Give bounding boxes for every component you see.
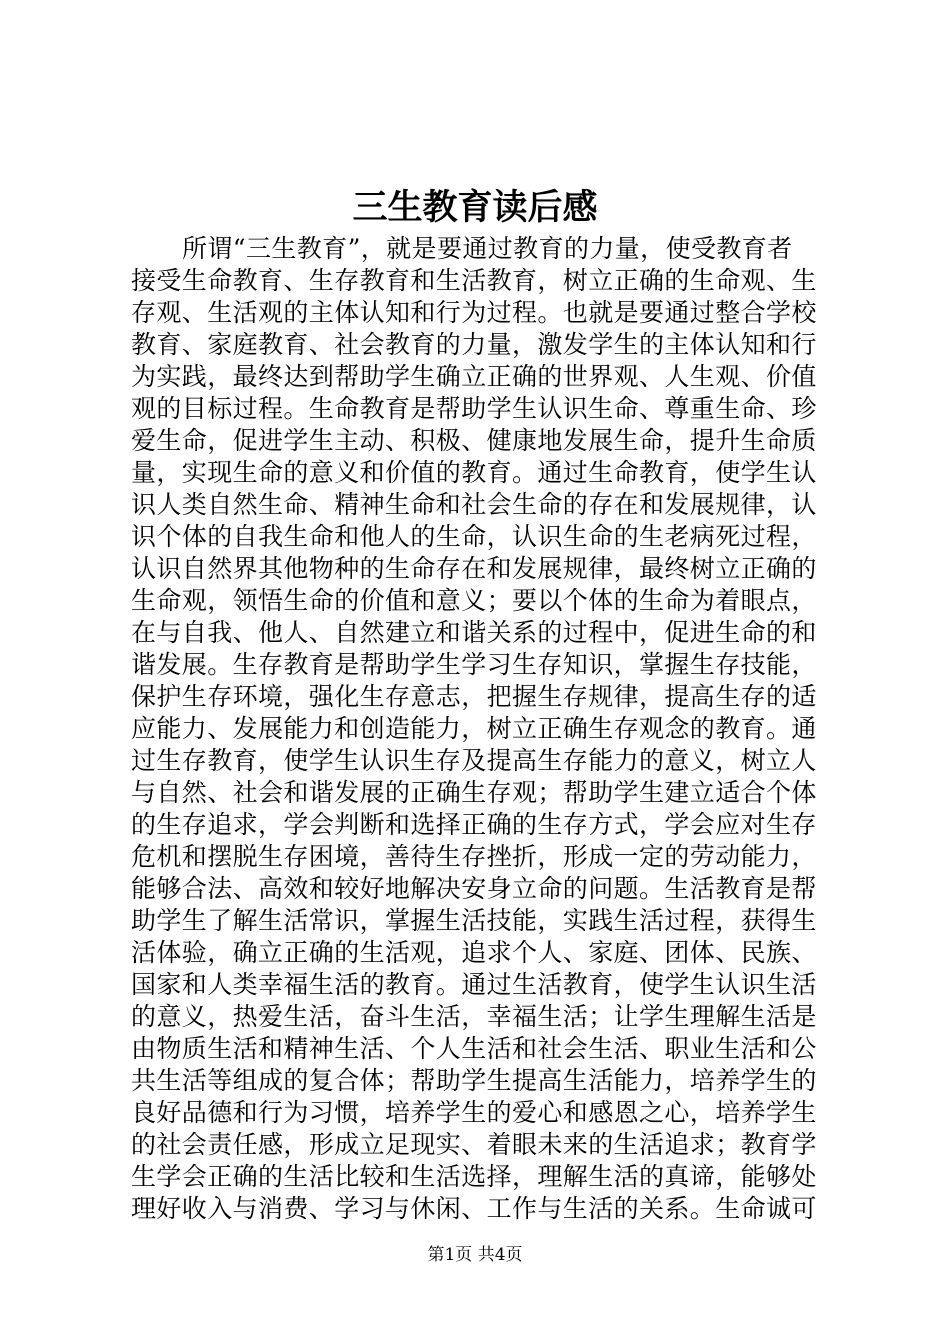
- text-line: 教育、家庭教育、社会教育的力量，激发学生的主体认知和行: [131, 330, 817, 359]
- text-line: 认识自然界其他物种的生命存在和发展规律，最终树立正确的: [131, 554, 817, 583]
- text-line: 保护生存环境，强化生存意志，把握生存规律，提高生存的适: [131, 682, 817, 711]
- page-number: 第1页 共4页: [427, 1245, 523, 1265]
- text-line: 共生活等组成的复合体；帮助学生提高生活能力，培养学生的: [131, 1066, 817, 1095]
- text-line: 理好收入与消费、学习与休闲、工作与生活的关系。生命诚可: [131, 1194, 817, 1223]
- text-line: 识人类自然生命、精神生命和社会生命的存在和发展规律，认: [131, 490, 817, 519]
- text-line: 的意义，热爱生活，奋斗生活，幸福生活；让学生理解生活是: [131, 1002, 817, 1031]
- text-line: 由物质生活和精神生活、个人生活和社会生活、职业生活和公: [131, 1034, 817, 1063]
- text-line: 应能力、发展能力和创造能力，树立正确生存观念的教育。通: [131, 714, 817, 743]
- text-line: 生学会正确的生活比较和生活选择，理解生活的真谛，能够处: [131, 1162, 817, 1191]
- text-line: 接受生命教育、生存教育和生活教育，树立正确的生命观、生: [131, 266, 817, 295]
- text-line: 观的目标过程。生命教育是帮助学生认识生命、尊重生命、珍: [131, 394, 817, 423]
- text-line: 与自然、社会和谐发展的正确生存观；帮助学生建立适合个体: [131, 778, 817, 807]
- text-line: 过生存教育，使学生认识生存及提高生存能力的意义，树立人: [131, 746, 817, 775]
- text-line: 量，实现生命的意义和价值的教育。通过生命教育，使学生认: [131, 458, 817, 487]
- text-line: 助学生了解生活常识，掌握生活技能，实践生活过程，获得生: [131, 906, 817, 935]
- text-line: 的社会责任感，形成立足现实、着眼未来的生活追求；教育学: [131, 1130, 817, 1159]
- text-line: 存观、生活观的主体认知和行为过程。也就是要通过整合学校: [131, 298, 817, 327]
- text-line: 所谓“三生教育”，就是要通过教育的力量，使受教育者: [182, 234, 793, 263]
- text-line: 国家和人类幸福生活的教育。通过生活教育，使学生认识生活: [131, 970, 817, 999]
- text-line: 的生存追求，学会判断和选择正确的生存方式，学会应对生存: [131, 810, 817, 839]
- text-line: 能够合法、高效和较好地解决安身立命的问题。生活教育是帮: [131, 874, 817, 903]
- body-paragraph: [131, 233, 831, 1225]
- text-line: 危机和摆脱生存困境，善待生存挫折，形成一定的劳动能力，: [131, 842, 817, 871]
- text-line: 活体验，确立正确的生活观，追求个人、家庭、团体、民族、: [131, 938, 817, 967]
- text-line: 良好品德和行为习惯，培养学生的爱心和感恩之心，培养学生: [131, 1098, 817, 1127]
- text-line: 在与自我、他人、自然建立和谐关系的过程中，促进生命的和: [131, 618, 817, 647]
- document-title: 三生教育读后感: [352, 187, 598, 228]
- text-line: 识个体的自我生命和他人的生命，认识生命的生老病死过程，: [131, 522, 817, 551]
- text-line: 为实践，最终达到帮助学生确立正确的世界观、人生观、价值: [131, 362, 817, 391]
- text-line: 爱生命，促进学生主动、积极、健康地发展生命，提升生命质: [131, 426, 817, 455]
- text-line: 谐发展。生存教育是帮助学生学习生存知识，掌握生存技能，: [131, 650, 817, 679]
- text-line: 生命观，领悟生命的价值和意义；要以个体的生命为着眼点，: [131, 586, 817, 615]
